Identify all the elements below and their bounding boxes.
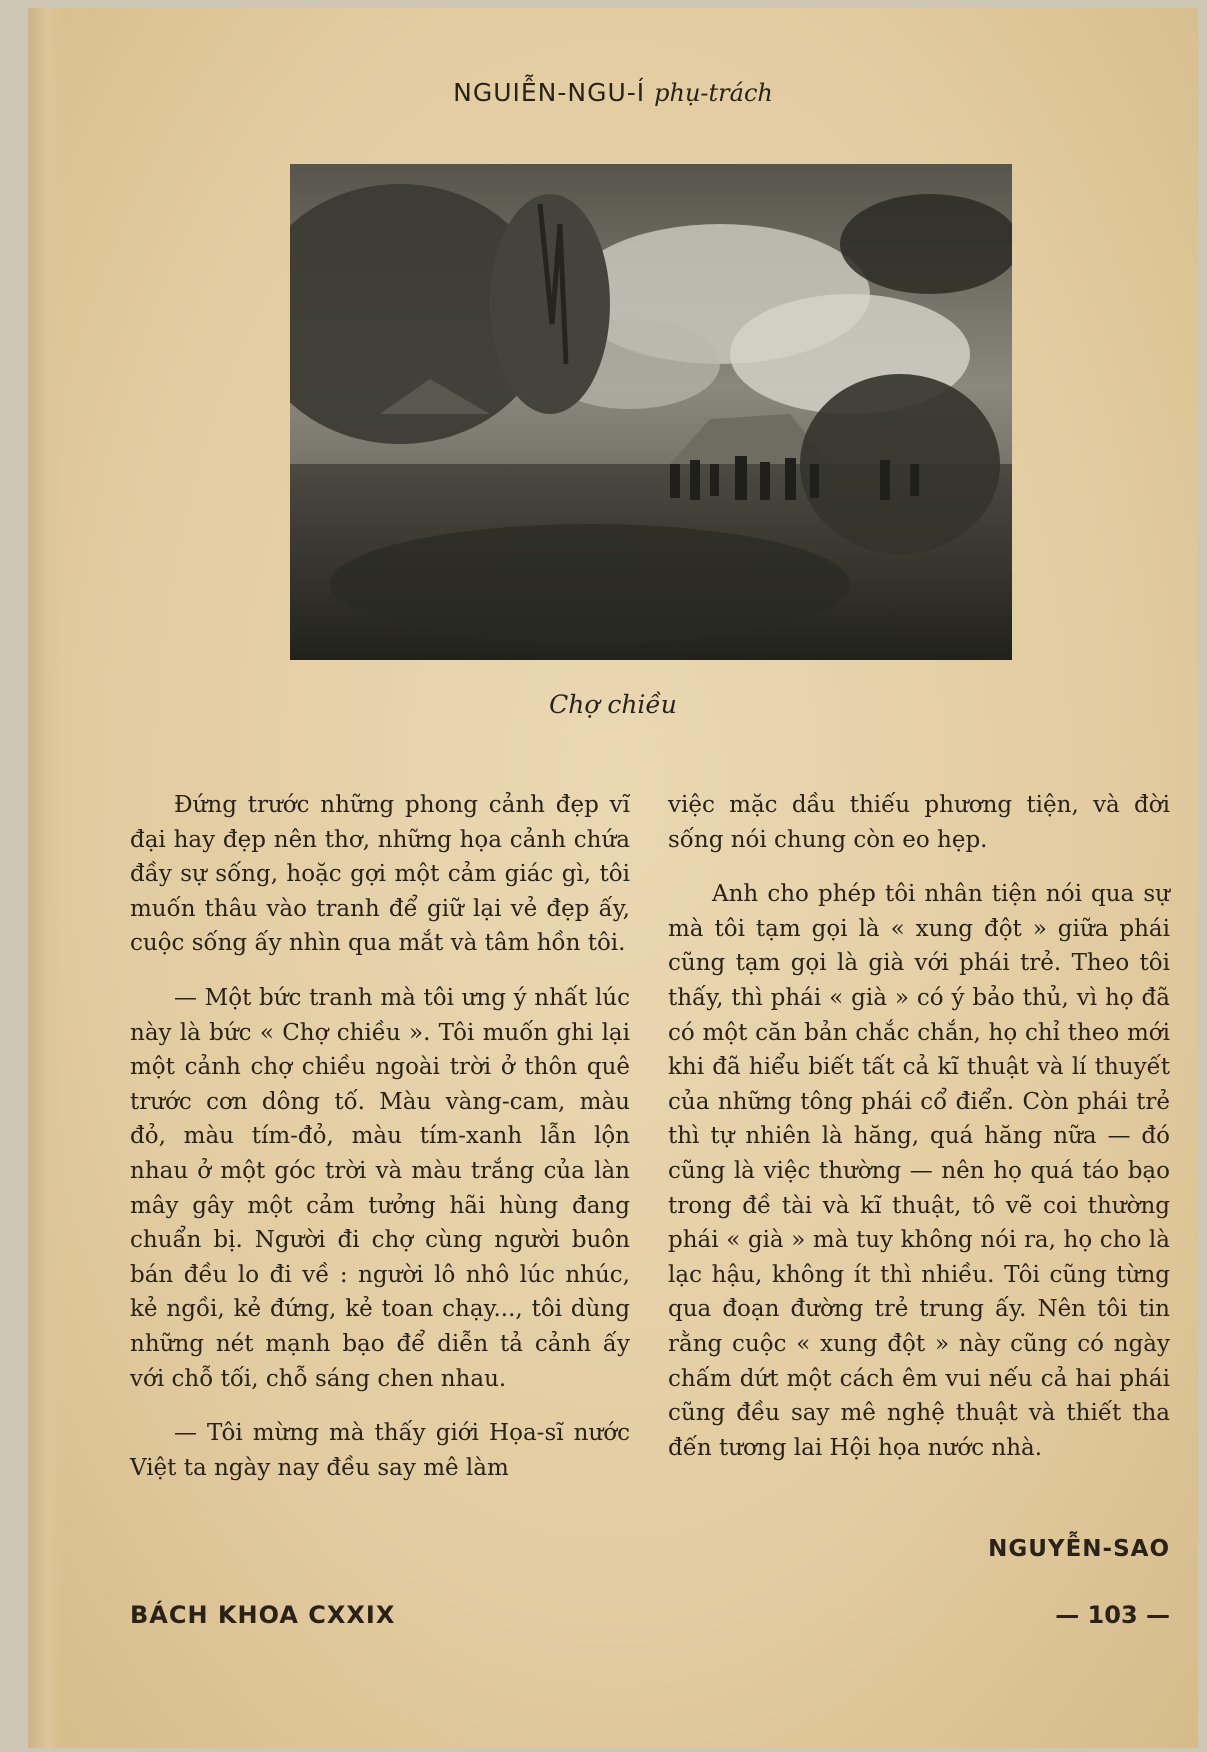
page-number: — 103 —	[1055, 1601, 1170, 1629]
paragraph: — Một bức tranh mà tôi ưng ý nhất lúc này là bức « Chợ chiều ». Tôi muốn ghi lại một cảnh chợ chiều ngoài trời ở thôn quê trước cơn dông tố. Màu vàng-cam, màu đỏ, màu tím-đỏ, màu tím-xanh lẫn lộn nhau ở một góc trời và màu trắng của làn mây gây một cảm tưởng hãi hùng đang chuẩn bị. Người đi chợ cùng người buôn bán đều lo đi về : người lô nhô lúc nhúc, kẻ ngồi, kẻ đứng, kẻ toan chạy..., tôi dùng những nét mạnh bạo để diễn tả cảnh ấy với chỗ tối, chỗ sáng chen nhau.	[130, 984, 630, 1392]
page-edge	[28, 8, 62, 1748]
paragraph: Đứng trước những phong cảnh đẹp vĩ đại hay đẹp nên thơ, những họa cảnh chứa đầy sự sống, hoặc gợi một cảm giác gì, tôi muốn thâu vào tranh để giữ lại vẻ đẹp ấy, cuộc sống ấy nhìn qua mắt và tâm hồn tôi.	[130, 792, 630, 957]
section-editor-name: NGUIỄN-NGU-Í	[453, 78, 646, 107]
author-signature: NGUYỄN-SAO	[988, 1536, 1170, 1562]
article-left-column	[130, 788, 630, 1505]
magazine-page	[28, 8, 1198, 1748]
painting-image	[290, 164, 1012, 660]
painting-photo	[290, 164, 1012, 660]
paragraph: Anh cho phép tôi nhân tiện nói qua sự mà tôi tạm gọi là « xung đột » giữa phái cũng tạm gọi là già với phái trẻ. Theo tôi thấy, thì phái « già » có ý bảo thủ, vì họ đã có một căn bản chắc chắn, họ chỉ theo mới khi đã hiểu biết tất cả kĩ thuật và lí thuyết của những tông phái cổ điển. Còn phái trẻ thì tự nhiên là hăng, quá hăng nữa — đó cũng là việc thường — nên họ quá táo bạo trong đề tài và kĩ thuật, tô vẽ coi thường phái « già » mà tuy không nói ra, họ cho là lạc hậu, không ít thì nhiều. Tôi cũng từng qua đoạn đường trẻ trung ấy. Nên tôi tin rằng cuộc « xung đột » này cũng có ngày chấm dứt một cách êm vui nếu cả hai phái cũng đều say mê nghệ thuật và thiết tha đến tương lai Hội họa nước nhà.	[668, 881, 1170, 1461]
section-editor-role: phụ-trách	[654, 79, 773, 107]
painting-caption: Chợ chiều	[549, 690, 677, 719]
paragraph: — Tôi mừng mà thấy giới Họa-sĩ nước Việt ta ngày nay đều say mê làm	[130, 1420, 630, 1481]
running-head	[28, 78, 1198, 107]
paragraph: việc mặc dầu thiếu phương tiện, và đời sống nói chung còn eo hẹp.	[668, 792, 1170, 853]
article-right-column	[668, 788, 1170, 1485]
journal-footer: BÁCH KHOA CXXIX	[130, 1601, 396, 1629]
